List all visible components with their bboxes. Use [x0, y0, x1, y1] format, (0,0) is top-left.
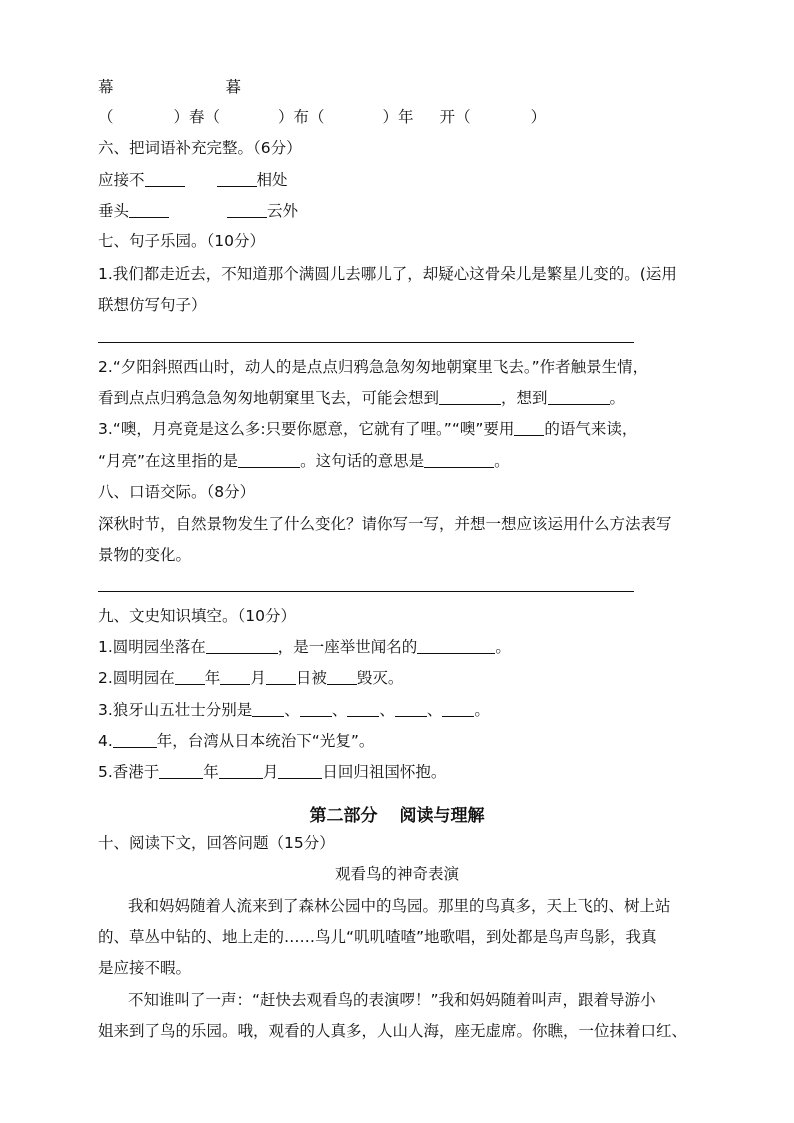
- s6-row-2: [98, 201, 298, 221]
- s6-word-2: 相处: [256, 171, 288, 189]
- s7-q2-line-2: [98, 388, 625, 408]
- s9-q4-text-b: 年，台湾从日本统治下“光复”。: [156, 732, 375, 750]
- fill-year: ）年: [382, 108, 414, 126]
- blank[interactable]: [347, 701, 379, 717]
- s7-q2-text-a: 看到点点归鸦急急匆匆地朝窠里飞去，可能会想到: [98, 389, 440, 407]
- s9-q3-end: 。: [474, 701, 490, 719]
- blank[interactable]: [266, 669, 296, 685]
- section-9-title: 九、文史知识填空。（10分）: [98, 607, 296, 625]
- blank[interactable]: [442, 701, 474, 717]
- blank[interactable]: [175, 669, 205, 685]
- s7-q3-text-d: 。这句话的意思是: [300, 452, 425, 470]
- blank[interactable]: [252, 701, 284, 717]
- s9-q2-text-c: 月: [250, 669, 266, 687]
- s9-q1-text-a: 1.圆明园坐落在: [98, 638, 206, 656]
- s9-q3: [98, 700, 490, 720]
- s9-q3-sep: 、: [284, 701, 300, 719]
- s6-word-1: 应接不: [98, 171, 145, 189]
- blank[interactable]: [220, 669, 250, 685]
- blank[interactable]: [424, 452, 494, 468]
- char-pair-row: [98, 77, 241, 97]
- char-b: 暮: [225, 78, 242, 96]
- fill-paren-close: ）: [530, 108, 547, 126]
- section-7-title: 七、句子乐园。（10分）: [98, 232, 265, 250]
- s9-q3-text: 3.狼牙山五壮士分别是: [98, 701, 253, 719]
- s9-q4-text-a: 4.: [98, 732, 113, 750]
- blank[interactable]: [129, 202, 169, 218]
- s7-q3-text-e: 。: [494, 452, 510, 470]
- blank[interactable]: [227, 202, 267, 218]
- article-p1-line-3: 是应接不暇。: [98, 959, 192, 977]
- part-2-label: 第二部分: [309, 806, 378, 826]
- s8-prompt-line-1: 深秋时节，自然景物发生了什么变化？请你写一写，并想一想应该运用什么方法表写: [98, 515, 672, 533]
- blank[interactable]: [159, 763, 203, 779]
- s6-row-1: [98, 170, 288, 190]
- blank[interactable]: [219, 763, 263, 779]
- answer-line[interactable]: [98, 342, 634, 343]
- article-p1-line-1: 我和妈妈随着人流来到了森林公园中的鸟园。那里的鸟真多，天上飞的、树上站: [128, 897, 671, 915]
- s9-q5-text-c: 月: [262, 763, 279, 781]
- s7-q3-text-b: 的语气来读，: [544, 420, 638, 438]
- blank[interactable]: [278, 763, 322, 779]
- blank[interactable]: [514, 420, 544, 436]
- s9-q3-sep: 、: [426, 701, 443, 719]
- article-p2-line-1: 不知谁叫了一声：“赶快去观看鸟的表演啰！”我和妈妈随着叫声，跟着导游小: [128, 991, 656, 1009]
- s9-q5-text-a: 5.香港于: [98, 763, 160, 781]
- s6-word-3: 垂头: [98, 202, 130, 220]
- blank[interactable]: [217, 171, 257, 187]
- answer-line[interactable]: [98, 591, 634, 592]
- s7-q2-line-1: 2.“夕阳斜照西山时，动人的是点点归鸦急急匆匆地朝窠里飞去。”作者触景生情，: [98, 358, 649, 376]
- fill-cloth: ）布（: [278, 108, 325, 126]
- s6-word-4: 云外: [267, 202, 299, 220]
- s9-q2-text-d: 日被: [295, 669, 327, 687]
- word-fill-row: [98, 107, 546, 127]
- s9-q1-text-c: 。: [495, 638, 511, 656]
- blank[interactable]: [439, 389, 501, 405]
- s7-q3-text-a: 3.“噢，月亮竟是这么多:只要你愿意，它就有了哩。”“噢”要用: [98, 420, 515, 438]
- s7-q1-line-2: 联想仿写句子）: [98, 296, 207, 314]
- article-p1-line-2: 的、草丛中钻的、地上走的……鸟儿“叽叽喳喳”地歌唱，到处都是鸟声鸟影，我真: [98, 928, 657, 946]
- section-6-title: 六、把词语补充完整。（6分）: [98, 139, 302, 157]
- s9-q3-sep: 、: [379, 701, 395, 719]
- part-2-heading: [0, 805, 794, 827]
- article-p2-line-2: 姐来到了鸟的乐园。哦，观看的人真多，人山人海，座无虚席。你瞧，一位抹着口红、: [98, 1022, 688, 1040]
- s9-q1: [98, 637, 511, 657]
- blank[interactable]: [113, 732, 157, 748]
- s9-q5: [98, 762, 446, 782]
- s7-q3-line-2: [98, 451, 510, 471]
- s9-q2-text-b: 年: [204, 669, 221, 687]
- blank[interactable]: [548, 389, 610, 405]
- s7-q3-line-1: [98, 419, 637, 439]
- s7-q2-text-c: 。: [609, 389, 626, 407]
- blank[interactable]: [300, 701, 332, 717]
- s9-q4: [98, 731, 374, 751]
- s9-q3-sep: 、: [331, 701, 348, 719]
- blank[interactable]: [327, 669, 357, 685]
- char-a: 幕: [98, 78, 114, 96]
- s8-prompt-line-2: 景物的变化。: [98, 546, 192, 564]
- s7-q3-text-c: “月亮”在这里指的是: [98, 452, 239, 470]
- s9-q5-text-b: 年: [203, 763, 219, 781]
- fill-open: 开（: [439, 108, 471, 126]
- blank[interactable]: [395, 701, 427, 717]
- part-2-name: 阅读与理解: [399, 806, 485, 826]
- s9-q1-text-b: ，是一座举世闻名的: [277, 638, 418, 656]
- blank[interactable]: [238, 452, 300, 468]
- section-10-title: 十、阅读下文，回答问题（15分）: [98, 834, 335, 852]
- section-8-title: 八、口语交际。（8分）: [98, 483, 256, 501]
- s9-q2-text-a: 2.圆明园在: [98, 669, 175, 687]
- fill-spring: ）春（: [173, 108, 221, 126]
- s9-q5-text-d: 日回归祖国怀抱。: [322, 763, 447, 781]
- s9-q2-text-e: 毁灭。: [356, 669, 404, 687]
- s9-q2: [98, 668, 403, 688]
- article-title: 观看鸟的神奇表演: [334, 865, 459, 883]
- s7-q1-line-1: 1.我们都走近去，不知道那个满圆儿去哪儿了，却疑心这骨朵儿是繁星儿变的。(运用: [98, 265, 677, 283]
- s7-q2-text-b: ，想到: [501, 389, 548, 407]
- blank[interactable]: [417, 638, 495, 654]
- fill-paren-open: （: [98, 108, 114, 126]
- blank[interactable]: [145, 171, 185, 187]
- blank[interactable]: [206, 638, 278, 654]
